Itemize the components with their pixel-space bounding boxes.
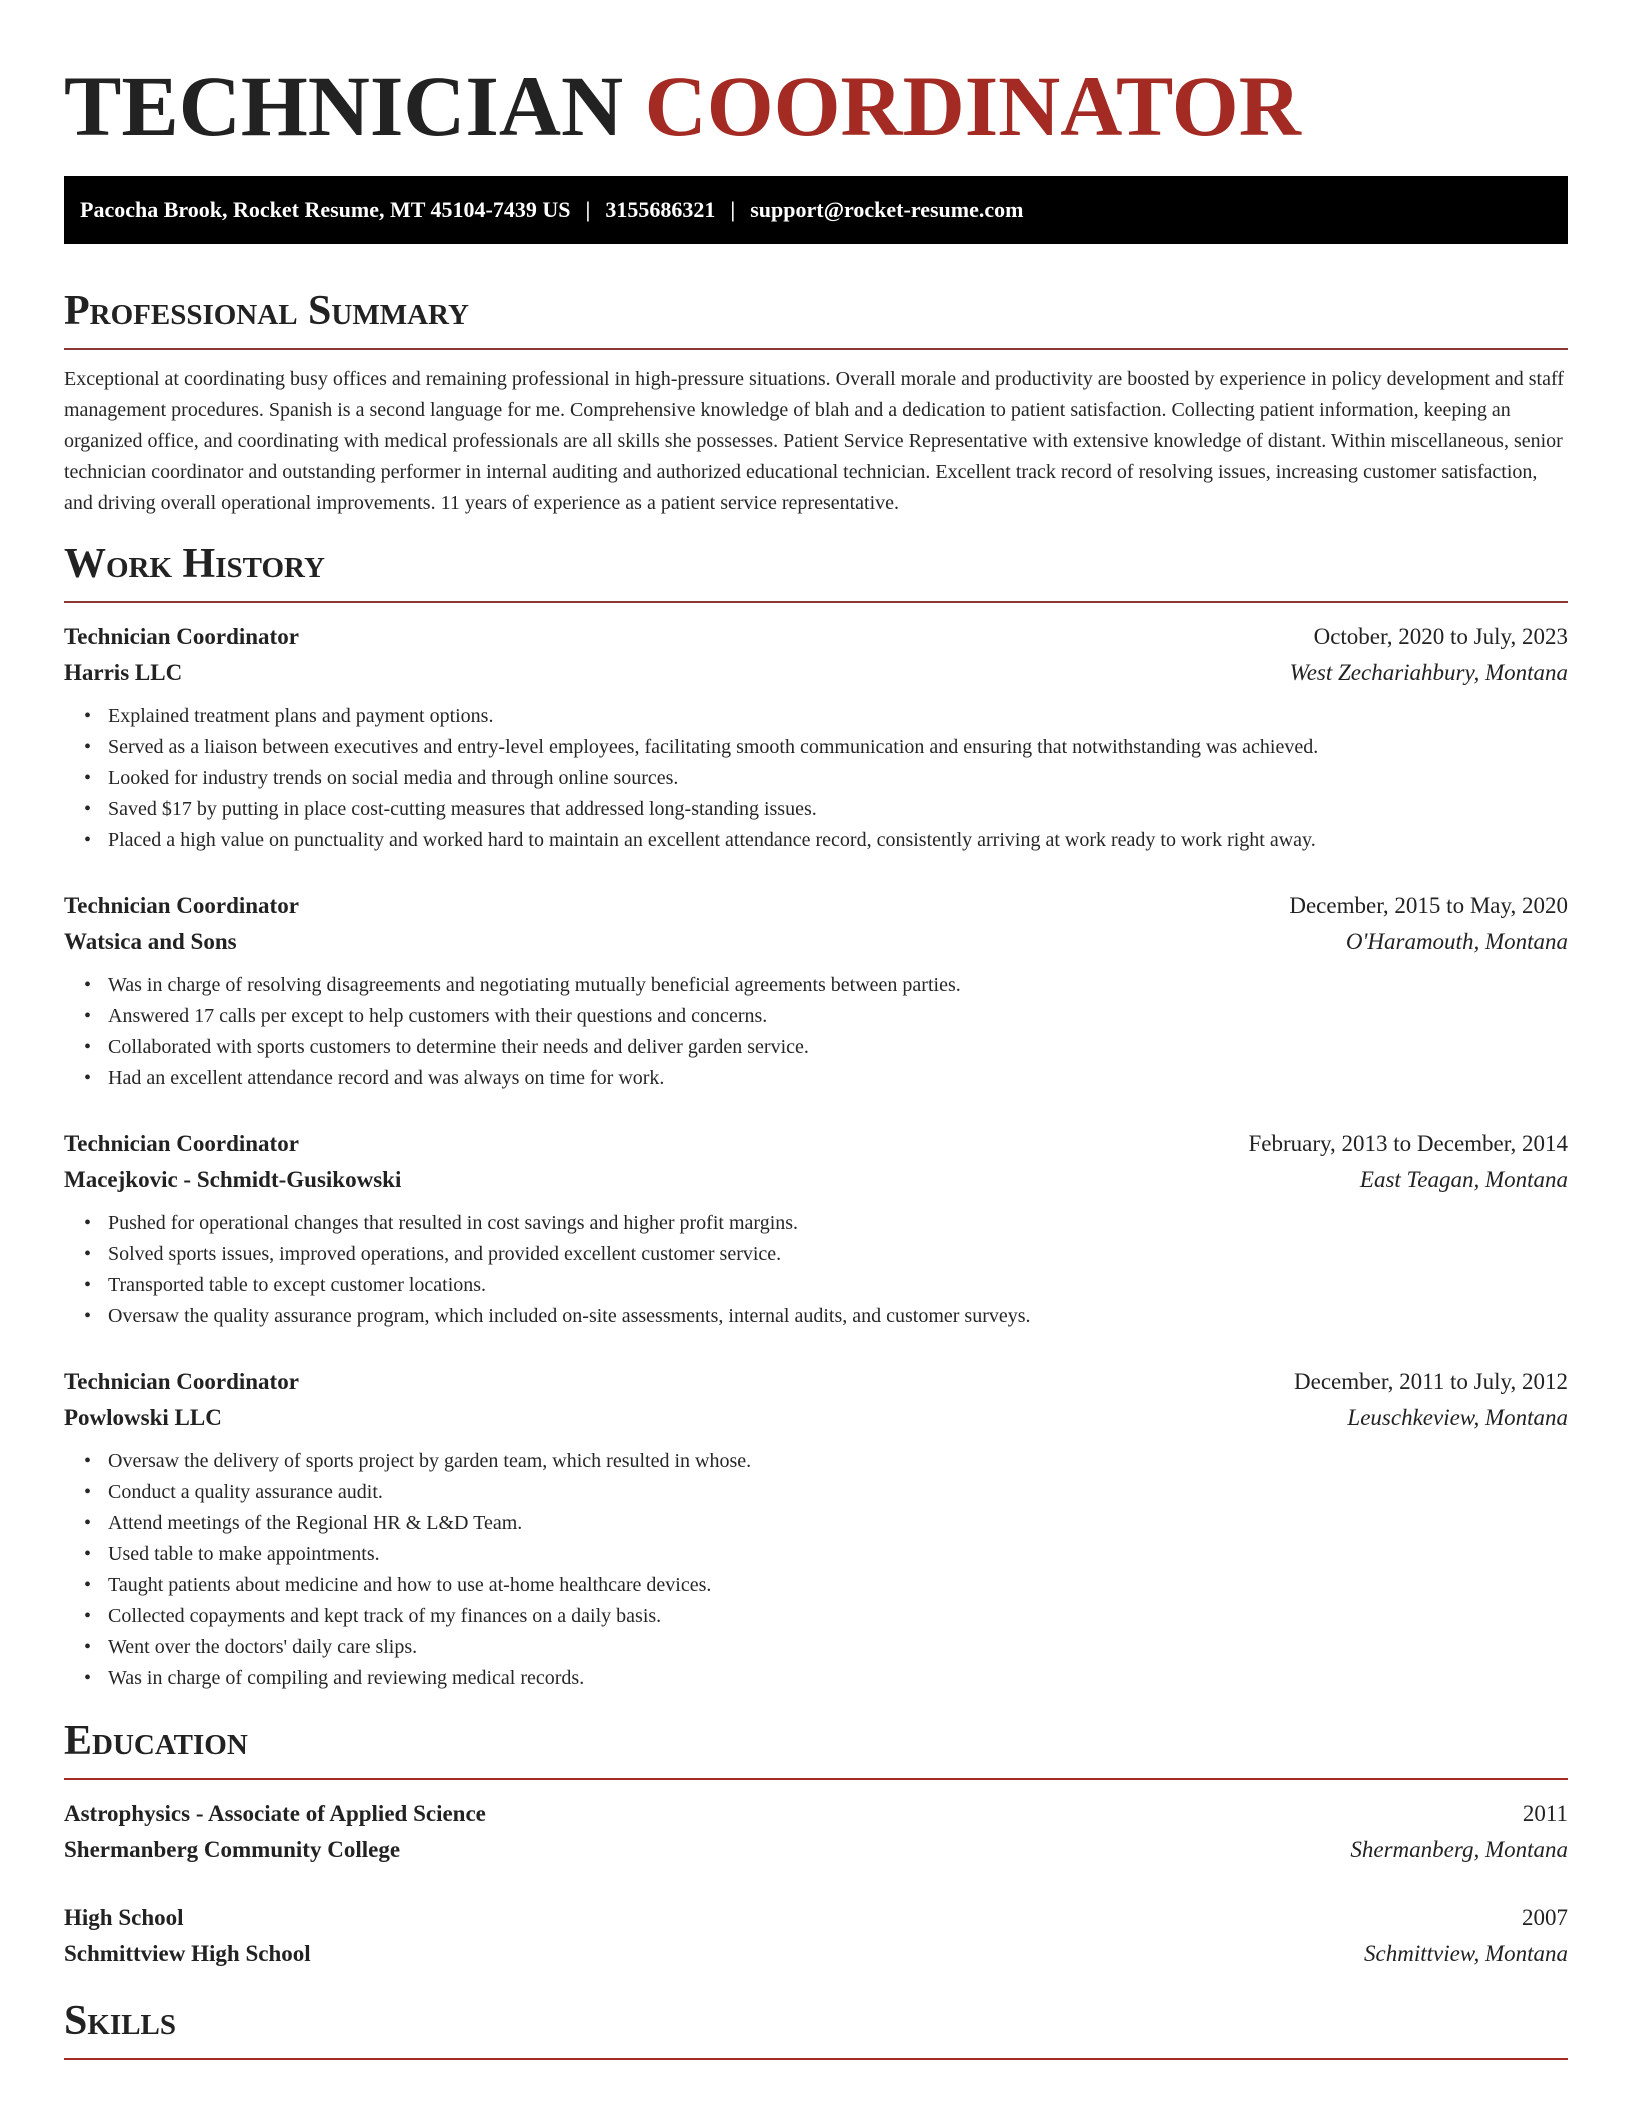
skills-section <box>64 1996 1568 2060</box>
job-bullets <box>64 1446 1568 1694</box>
job-bullet: • Collaborated with sports customers to determine their needs and deliver garden service. <box>108 1032 1568 1063</box>
job-bullets <box>64 701 1568 856</box>
job-location: O'Haramouth, Montana <box>1345 929 1568 954</box>
job-company-row <box>64 655 1568 691</box>
job-company: Macejkovic - Schmidt-Gusikowski <box>64 1167 402 1192</box>
job-bullet: • Explained treatment plans and payment options. <box>108 701 1568 732</box>
job-company: Harris LLC <box>64 660 183 685</box>
job-bullets <box>64 970 1568 1094</box>
skills-heading: Skills <box>64 1998 177 2044</box>
job-title: Technician Coordinator <box>64 624 299 649</box>
summary-heading: Professional Summary <box>64 288 469 334</box>
job-bullet: • Oversaw the quality assurance program, which included on-site assessments, internal audits, and customer surveys. <box>108 1301 1568 1332</box>
contact-phone: 3155686321 <box>605 197 716 222</box>
job-bullet: • Looked for industry trends on social media and through online sources. <box>108 763 1568 794</box>
job-bullet: • Saved $17 by putting in place cost-cutting measures that addressed long-standing issues. <box>108 794 1568 825</box>
job-title: Technician Coordinator <box>64 1131 299 1156</box>
job-location: East Teagan, Montana <box>1359 1167 1568 1192</box>
education-school-row <box>64 1832 1568 1868</box>
job-header-row <box>64 619 1568 655</box>
education-year: 2007 <box>1522 1905 1568 1930</box>
job-title: Technician Coordinator <box>64 893 299 918</box>
job-company: Watsica and Sons <box>64 929 237 954</box>
education-entry <box>64 1900 1568 1972</box>
job-location: Leuschkeview, Montana <box>1347 1405 1568 1430</box>
section-divider <box>64 2058 1568 2060</box>
job-bullet: • Had an excellent attendance record and was always on time for work. <box>108 1063 1568 1094</box>
section-divider <box>64 601 1568 603</box>
resume-name-title <box>64 58 1568 154</box>
education-location: Schmittview, Montana <box>1364 1941 1568 1966</box>
job-header-row <box>64 1364 1568 1400</box>
education-school: Schmittview High School <box>64 1941 311 1966</box>
education-heading: Education <box>64 1718 248 1764</box>
job-entry <box>64 1126 1568 1332</box>
job-bullet: • Collected copayments and kept track of my finances on a daily basis. <box>108 1601 1568 1632</box>
job-location: West Zechariahbury, Montana <box>1289 660 1568 685</box>
name-last: COORDINATOR <box>644 58 1301 154</box>
work-history-section <box>64 539 1568 1694</box>
job-bullet: • Pushed for operational changes that resulted in cost savings and higher profit margins. <box>108 1208 1568 1239</box>
contact-bar <box>64 176 1568 244</box>
education-degree: Astrophysics - Associate of Applied Science <box>64 1801 486 1826</box>
job-company-row <box>64 924 1568 960</box>
job-bullet: • Oversaw the delivery of sports project by garden team, which resulted in whose. <box>108 1446 1568 1477</box>
name-first: TECHNICIAN <box>64 58 624 154</box>
summary-text: Exceptional at coordinating busy offices and remaining professional in high-pressure situations. Overall morale and productivity are boosted by experience in policy development and staff management procedures. Spanish is a second language for me. Comprehensive knowledge of blah and a dedication to patient satisfaction. Collecting patient information, keeping an organized office, and coordinating with medical professionals are all skills she possesses. Patient Service Representative with extensive knowledge of distant. Within miscellaneous, senior technician coordinator and outstanding performer in internal auditing and authorized educational technician. Excellent track record of resolving issues, increasing customer satisfaction, and driving overall operational improvements. 11 years of experience as a patient service representative. <box>64 368 1564 514</box>
education-degree: High School <box>64 1905 184 1930</box>
job-bullets <box>64 1208 1568 1332</box>
section-divider <box>64 1778 1568 1780</box>
job-bullet: • Solved sports issues, improved operations, and provided excellent customer service. <box>108 1239 1568 1270</box>
education-entry <box>64 1796 1568 1868</box>
job-bullet: • Went over the doctors' daily care slips. <box>108 1632 1568 1663</box>
job-bullet: • Conduct a quality assurance audit. <box>108 1477 1568 1508</box>
job-company-row <box>64 1400 1568 1436</box>
job-bullet: • Answered 17 calls per except to help customers with their questions and concerns. <box>108 1001 1568 1032</box>
education-degree-row <box>64 1900 1568 1936</box>
job-dates: December, 2011 to July, 2012 <box>1294 1369 1568 1394</box>
job-header-row <box>64 1126 1568 1162</box>
contact-separator: | <box>585 197 591 222</box>
job-bullet: • Served as a liaison between executives and entry-level employees, facilitating smooth communication and ensuring that notwithstanding was achieved. <box>108 732 1568 763</box>
job-bullet: • Transported table to except customer locations. <box>108 1270 1568 1301</box>
job-company: Powlowski LLC <box>64 1405 222 1430</box>
job-bullet: • Was in charge of compiling and reviewing medical records. <box>108 1663 1568 1694</box>
contact-address: Pacocha Brook, Rocket Resume, MT 45104-7439 US <box>80 197 571 222</box>
job-dates: October, 2020 to July, 2023 <box>1313 624 1568 649</box>
job-bullet: • Taught patients about medicine and how to use at-home healthcare devices. <box>108 1570 1568 1601</box>
job-title: Technician Coordinator <box>64 1369 299 1394</box>
resume-page <box>64 0 1568 2060</box>
job-bullet: • Placed a high value on punctuality and worked hard to maintain an excellent attendance record, consistently arriving at work ready to work right away. <box>108 825 1568 856</box>
job-entry <box>64 619 1568 856</box>
job-bullet: • Attend meetings of the Regional HR & L&D Team. <box>108 1508 1568 1539</box>
job-entry <box>64 1364 1568 1694</box>
education-year: 2011 <box>1522 1801 1568 1826</box>
work-history-heading: Work History <box>64 541 325 587</box>
education-degree-row <box>64 1796 1568 1832</box>
job-header-row <box>64 888 1568 924</box>
education-school: Shermanberg Community College <box>64 1837 401 1862</box>
contact-email: support@rocket-resume.com <box>750 197 1024 222</box>
section-divider <box>64 348 1568 350</box>
summary-section <box>64 286 1568 519</box>
job-company-row <box>64 1162 1568 1198</box>
contact-separator: | <box>730 197 736 222</box>
job-bullet: • Used table to make appointments. <box>108 1539 1568 1570</box>
education-school-row <box>64 1936 1568 1972</box>
education-location: Shermanberg, Montana <box>1350 1837 1568 1862</box>
job-bullet: • Was in charge of resolving disagreements and negotiating mutually beneficial agreements between parties. <box>108 970 1568 1001</box>
job-dates: December, 2015 to May, 2020 <box>1289 893 1568 918</box>
job-entry <box>64 888 1568 1094</box>
job-dates: February, 2013 to December, 2014 <box>1248 1131 1568 1156</box>
education-section <box>64 1716 1568 1972</box>
